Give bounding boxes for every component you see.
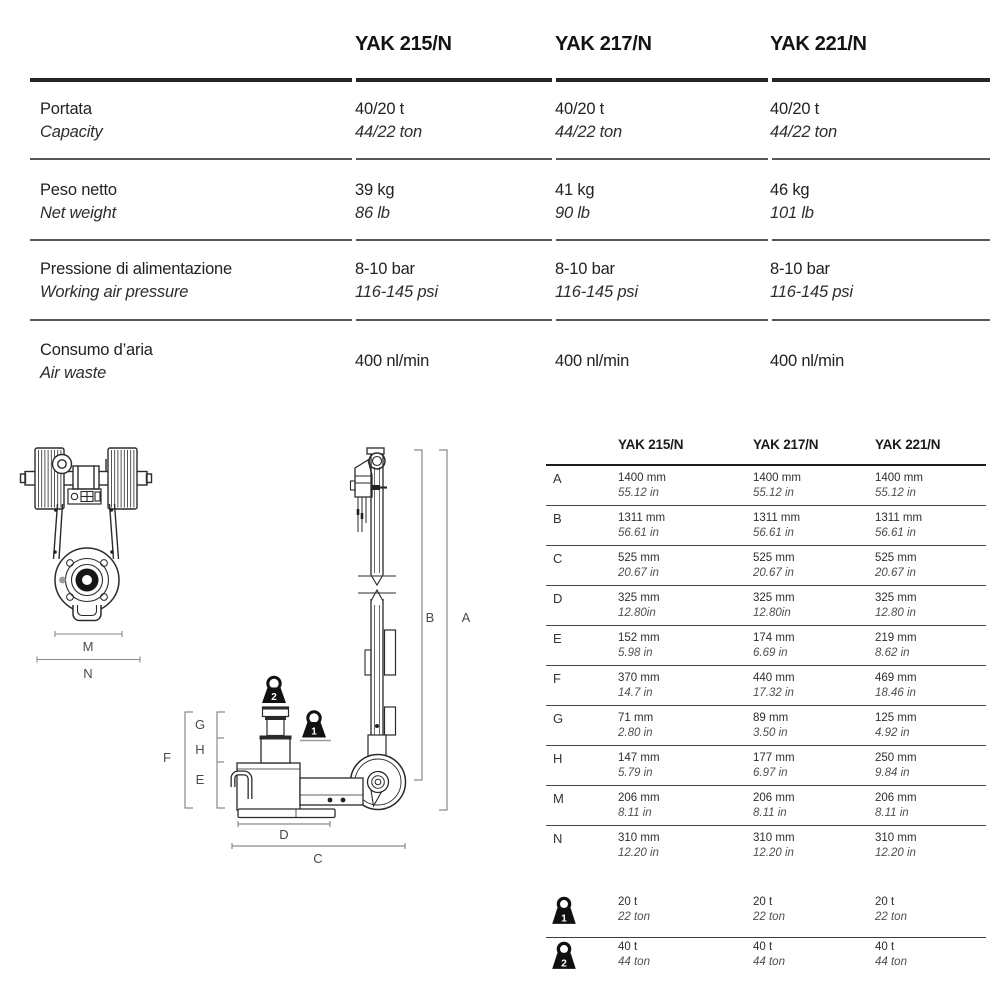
jack-top-view xyxy=(21,448,152,621)
dim-cell xyxy=(753,751,875,785)
header-rule xyxy=(30,78,990,82)
value-imperial: 116-145 psi xyxy=(555,283,638,301)
dim-row-m xyxy=(546,786,986,826)
ton-value: 22 ton xyxy=(753,910,785,923)
jack-side-view xyxy=(233,448,406,818)
label-primary: Pressione di alimentazione xyxy=(40,260,232,278)
ton-value: 44 ton xyxy=(618,955,650,968)
dim-label-h: H xyxy=(195,742,205,757)
spec-cell xyxy=(770,258,853,304)
mm-value: 219 mm xyxy=(875,632,917,644)
dim-cell xyxy=(753,791,875,825)
dim-label-f: F xyxy=(163,750,171,765)
spec-cell xyxy=(770,98,837,144)
value-imperial: 116-145 psi xyxy=(770,283,853,301)
in-value: 12.20 in xyxy=(875,846,916,859)
t-value: 40 t xyxy=(875,941,895,953)
dim-cell xyxy=(753,831,875,866)
in-value: 12.20 in xyxy=(753,846,794,859)
spec-cell xyxy=(355,350,429,373)
dim-key: H xyxy=(553,751,563,766)
dim-label-c: C xyxy=(313,851,323,866)
in-value: 3.50 in xyxy=(753,726,788,739)
dim-key: D xyxy=(553,591,563,606)
dim-row-g xyxy=(546,706,986,746)
mm-value: 325 mm xyxy=(875,592,917,604)
mm-value: 310 mm xyxy=(753,832,795,844)
label-primary: Consumo d’aria xyxy=(40,341,153,359)
dim-key-header xyxy=(546,437,618,464)
mm-value: 147 mm xyxy=(618,752,660,764)
dim-cell xyxy=(875,551,986,585)
spec-row-label-consumo xyxy=(40,339,153,385)
mm-value: 370 mm xyxy=(618,672,660,684)
dim-key: M xyxy=(553,791,564,806)
dim-key: B xyxy=(553,511,562,526)
spec-cell xyxy=(355,98,422,144)
in-value: 5.98 in xyxy=(618,646,653,659)
spec-cell xyxy=(555,258,638,304)
mm-value: 177 mm xyxy=(753,752,795,764)
value-imperial: 44/22 ton xyxy=(770,123,838,141)
dim-key: E xyxy=(553,631,562,646)
value-metric: 40/20 t xyxy=(555,100,605,118)
load-cell xyxy=(875,895,986,937)
in-value: 6.97 in xyxy=(753,766,788,779)
dim-column-header-yak215: YAK 215/N xyxy=(618,437,684,452)
in-value: 5.79 in xyxy=(618,766,653,779)
load-row-1 xyxy=(546,893,986,938)
spec-cell xyxy=(355,258,438,304)
mm-value: 325 mm xyxy=(618,592,660,604)
dim-cell xyxy=(875,591,986,625)
value-imperial: 44/22 ton xyxy=(355,123,423,141)
dim-column-header-yak221: YAK 221/N xyxy=(875,437,941,452)
dim-label-e: E xyxy=(195,772,205,787)
mm-value: 1311 mm xyxy=(618,512,666,524)
mm-value: 1400 mm xyxy=(875,472,923,484)
mm-value: 469 mm xyxy=(875,672,917,684)
spec-column-header-yak217: YAK 217/N xyxy=(555,33,652,55)
value-metric: 40/20 t xyxy=(770,100,820,118)
dim-label-a: A xyxy=(461,610,471,625)
spec-row-label-pressione xyxy=(40,258,232,304)
in-value: 8.11 in xyxy=(618,806,652,819)
in-value: 20.67 in xyxy=(875,566,916,579)
dim-label-n: N xyxy=(83,666,93,681)
dim-cell xyxy=(875,711,986,745)
dim-cell xyxy=(618,471,753,505)
dim-row-a xyxy=(546,466,986,506)
value-metric: 8-10 bar xyxy=(770,260,830,278)
in-value: 2.80 in xyxy=(618,726,653,739)
dim-cell xyxy=(753,591,875,625)
dim-cell xyxy=(753,471,875,505)
t-value: 20 t xyxy=(753,896,773,908)
spec-row-label-peso-netto xyxy=(40,179,117,225)
value-imperial: 90 lb xyxy=(555,204,590,222)
dim-row-h xyxy=(546,746,986,786)
load-cell xyxy=(618,895,753,937)
value-metric: 39 kg xyxy=(355,181,395,199)
value-imperial: 86 lb xyxy=(355,204,390,222)
dim-cell xyxy=(875,671,986,705)
mm-value: 206 mm xyxy=(875,792,917,804)
dim-cell xyxy=(618,791,753,825)
t-value: 40 t xyxy=(618,941,638,953)
dim-row-n xyxy=(546,826,986,866)
dim-label-d: D xyxy=(279,827,289,842)
ton-value: 44 ton xyxy=(875,955,907,968)
dim-cell xyxy=(875,751,986,785)
dim-cell xyxy=(618,511,753,545)
in-value: 12.80 in xyxy=(875,606,916,619)
mm-value: 525 mm xyxy=(875,552,917,564)
dim-cell xyxy=(753,711,875,745)
mm-value: 152 mm xyxy=(618,632,660,644)
in-value: 4.92 in xyxy=(875,726,910,739)
mm-value: 1400 mm xyxy=(753,472,801,484)
mm-value: 325 mm xyxy=(753,592,795,604)
mm-value: 1311 mm xyxy=(875,512,923,524)
dim-row-c xyxy=(546,546,986,586)
dim-cell xyxy=(618,711,753,745)
row-rule xyxy=(30,239,990,241)
mm-value: 206 mm xyxy=(753,792,795,804)
dim-key: A xyxy=(553,471,562,486)
label-primary: Peso netto xyxy=(40,181,117,199)
dim-cell xyxy=(753,511,875,545)
label-secondary: Capacity xyxy=(40,123,103,141)
spec-row-label-portata xyxy=(40,98,103,144)
mm-value: 125 mm xyxy=(875,712,917,724)
dim-cell xyxy=(875,511,986,545)
dim-cell xyxy=(618,551,753,585)
dim-label-g: G xyxy=(194,717,206,732)
dim-label-m: M xyxy=(82,639,94,654)
value-metric: 400 nl/min xyxy=(555,352,630,370)
ton-value: 22 ton xyxy=(618,910,650,923)
value-imperial: 101 lb xyxy=(770,204,814,222)
mm-value: 310 mm xyxy=(875,832,917,844)
spec-cell xyxy=(555,179,594,225)
dim-key: F xyxy=(553,671,561,686)
dim-cell xyxy=(875,471,986,505)
in-value: 9.84 in xyxy=(875,766,910,779)
mm-value: 250 mm xyxy=(875,752,917,764)
dim-cell xyxy=(875,631,986,665)
kettlebell-1-icon xyxy=(546,895,618,937)
in-value: 12.80in xyxy=(753,606,791,619)
dim-cell xyxy=(753,631,875,665)
mm-value: 525 mm xyxy=(753,552,795,564)
value-imperial: 116-145 psi xyxy=(355,283,438,301)
t-value: 20 t xyxy=(875,896,895,908)
mm-value: 71 mm xyxy=(618,712,654,724)
dim-cell xyxy=(618,831,753,866)
kettlebell-2-number: 2 xyxy=(561,958,567,970)
load-1-number: 1 xyxy=(311,726,317,738)
spec-cell xyxy=(555,350,629,373)
in-value: 17.32 in xyxy=(753,686,794,699)
in-value: 56.61 in xyxy=(618,526,659,539)
value-imperial: 44/22 ton xyxy=(555,123,623,141)
dim-label-b: B xyxy=(425,610,435,625)
spec-cell xyxy=(770,350,844,373)
row-rule xyxy=(30,158,990,160)
dim-cell xyxy=(618,671,753,705)
row-rule xyxy=(30,319,990,321)
in-value: 6.69 in xyxy=(753,646,788,659)
value-metric: 46 kg xyxy=(770,181,810,199)
in-value: 55.12 in xyxy=(618,486,659,499)
value-metric: 8-10 bar xyxy=(355,260,415,278)
in-value: 18.46 in xyxy=(875,686,916,699)
mm-value: 1400 mm xyxy=(618,472,666,484)
load-cell xyxy=(875,940,986,983)
dim-row-f xyxy=(546,666,986,706)
in-value: 56.61 in xyxy=(753,526,794,539)
dim-key: C xyxy=(553,551,563,566)
dim-key: G xyxy=(553,711,564,726)
in-value: 14.7 in xyxy=(618,686,653,699)
kettlebell-1-number: 1 xyxy=(561,913,567,925)
load-cell xyxy=(753,895,875,937)
dim-column-header-yak217: YAK 217/N xyxy=(753,437,819,452)
mm-value: 1311 mm xyxy=(753,512,801,524)
load-row-2 xyxy=(546,938,986,983)
mm-value: 174 mm xyxy=(753,632,795,644)
value-metric: 40/20 t xyxy=(355,100,405,118)
value-metric: 400 nl/min xyxy=(355,352,430,370)
load-capacity-rows xyxy=(546,893,986,983)
in-value: 12.80in xyxy=(618,606,656,619)
kettlebell-2-icon xyxy=(546,940,618,983)
mm-value: 440 mm xyxy=(753,672,795,684)
load-cell xyxy=(618,940,753,983)
mm-value: 89 mm xyxy=(753,712,789,724)
load-capacity-2-icon xyxy=(262,677,286,703)
dim-cell xyxy=(753,551,875,585)
dimensions-table xyxy=(546,433,986,983)
load-cell xyxy=(753,940,875,983)
load-capacity-1-icon xyxy=(300,712,331,741)
value-metric: 400 nl/min xyxy=(770,352,845,370)
in-value: 12.20 in xyxy=(618,846,659,859)
jack-technical-drawing xyxy=(10,435,540,885)
dim-row-d xyxy=(546,586,986,626)
ton-value: 44 ton xyxy=(753,955,785,968)
load-2-number: 2 xyxy=(271,692,277,703)
dim-cell xyxy=(875,791,986,825)
label-secondary: Air waste xyxy=(40,364,107,382)
dim-cell xyxy=(618,751,753,785)
t-value: 20 t xyxy=(618,896,638,908)
in-value: 55.12 in xyxy=(753,486,794,499)
in-value: 20.67 in xyxy=(753,566,794,579)
dim-key: N xyxy=(553,831,563,846)
ton-value: 22 ton xyxy=(875,910,907,923)
in-value: 8.11 in xyxy=(875,806,909,819)
dim-row-b xyxy=(546,506,986,546)
dim-row-e xyxy=(546,626,986,666)
in-value: 8.62 in xyxy=(875,646,910,659)
spec-column-header-yak221: YAK 221/N xyxy=(770,33,867,55)
spec-cell xyxy=(555,98,622,144)
label-secondary: Working air pressure xyxy=(40,283,189,301)
dim-cell xyxy=(618,591,753,625)
dimensions-table-header xyxy=(546,433,986,466)
mm-value: 525 mm xyxy=(618,552,660,564)
in-value: 8.11 in xyxy=(753,806,787,819)
dim-cell xyxy=(875,831,986,866)
value-metric: 8-10 bar xyxy=(555,260,615,278)
in-value: 55.12 in xyxy=(875,486,916,499)
label-primary: Portata xyxy=(40,100,92,118)
in-value: 56.61 in xyxy=(875,526,916,539)
label-secondary: Net weight xyxy=(40,204,116,222)
dim-cell xyxy=(753,671,875,705)
mm-value: 310 mm xyxy=(618,832,660,844)
spec-cell xyxy=(770,179,814,225)
dim-cell xyxy=(618,631,753,665)
spec-column-header-yak215: YAK 215/N xyxy=(355,33,452,55)
spec-cell xyxy=(355,179,394,225)
mm-value: 206 mm xyxy=(618,792,660,804)
in-value: 20.67 in xyxy=(618,566,659,579)
value-metric: 41 kg xyxy=(555,181,595,199)
t-value: 40 t xyxy=(753,941,773,953)
